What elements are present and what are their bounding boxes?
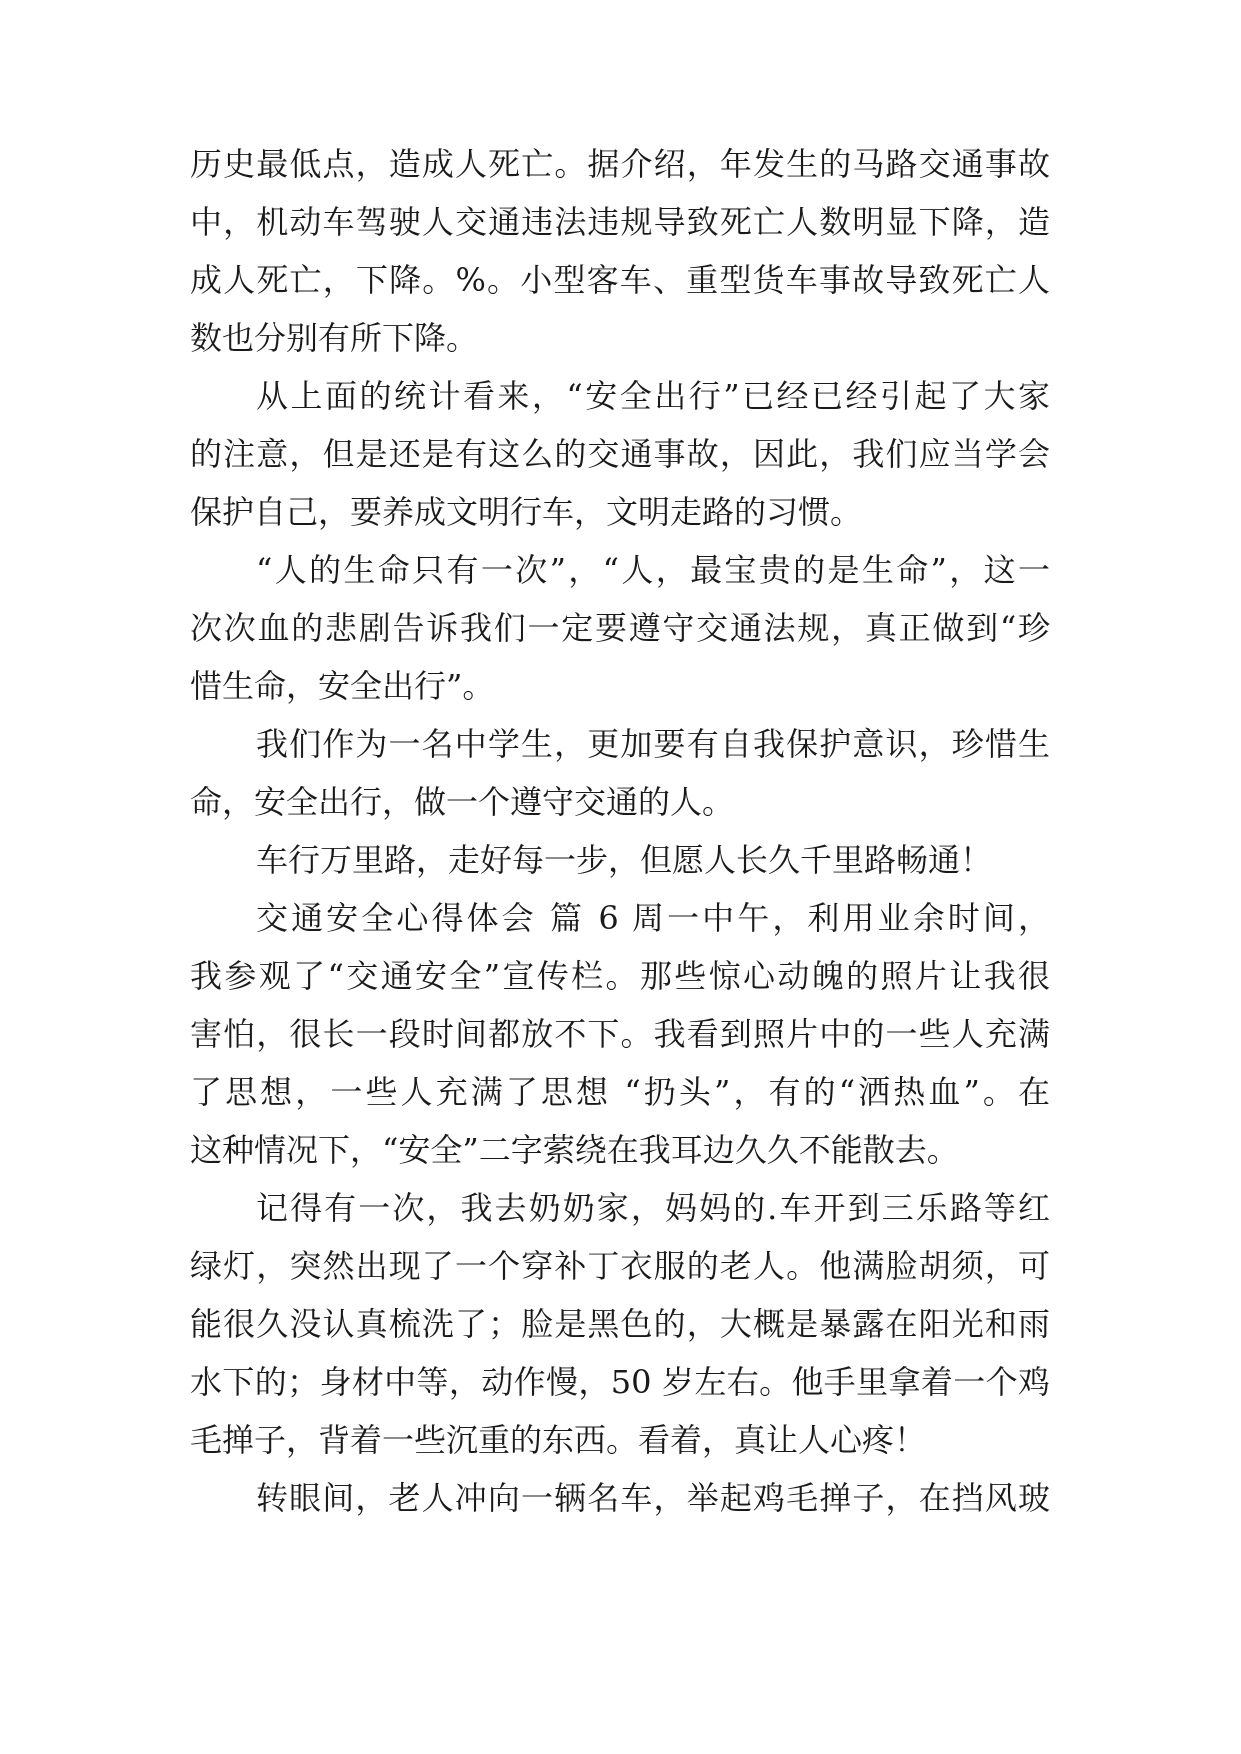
paragraph-first-line: “人的生命只有一次”，“人，最宝贵的是生命”，这一 [256,551,1050,589]
paragraph-first-line: 转眼间，老人冲向一辆名车，举起鸡毛掸子，在挡风玻 [256,1479,1050,1517]
text-line: 这种情况下，“安全”二字萦绕在我耳边久久不能散去。 [190,1131,959,1169]
text-line: 历史最低点，造成人死亡。据介绍，年发生的马路交通事故 [190,145,1050,183]
text-line: 的注意，但是还是有这么的交通事故，因此，我们应当学会 [190,435,1050,473]
text-line: 保护自己，要养成文明行车，文明走路的习惯。 [190,493,863,531]
text-line: 次次血的悲剧告诉我们一定要遵守交通法规，真正做到“珍 [190,609,1050,647]
text-line: 数也分别有所下降。 [190,319,479,357]
text-line: 水下的；身材中等，动作慢，50 岁左右。他手里拿着一个鸡 [190,1363,1050,1401]
section-heading-line: 交通安全心得体会 篇 6 周一中午，利用业余时间， [256,899,1050,937]
text-line: 毛掸子，背着一些沉重的东西。看着，真让人心疼！ [190,1421,927,1459]
text-line: 中，机动车驾驶人交通违法违规导致死亡人数明显下降，造 [190,203,1050,241]
paragraph-first-line: 从上面的统计看来，“安全出行”已经已经引起了大家 [256,377,1050,415]
text-line: 能很久没认真梳洗了；脸是黑色的，大概是暴露在阳光和雨 [190,1305,1050,1343]
text-line: 绿灯，突然出现了一个穿补丁衣服的老人。他满脸胡须，可 [190,1247,1050,1285]
text-line: 害怕，很长一段时间都放不下。我看到照片中的一些人充满 [190,1015,1050,1053]
text-line: 命，安全出行，做一个遵守交通的人。 [190,783,735,821]
paragraph-first-line: 记得有一次，我去奶奶家，妈妈的.车开到三乐路等红 [256,1189,1050,1227]
paragraph-first-line: 车行万里路，走好每一步，但愿人长久千里路畅通！ [256,841,993,879]
text-line: 成人死亡，下降。%。小型客车、重型货车事故导致死亡人 [190,261,1050,299]
paragraph-first-line: 我们作为一名中学生，更加要有自我保护意识，珍惜生 [256,725,1050,763]
text-line: 了思想，一些人充满了思想 “扔头”，有的“洒热血”。在 [190,1073,1050,1111]
text-line: 惜生命，安全出行”。 [190,667,495,705]
text-line: 我参观了“交通安全”宣传栏。那些惊心动魄的照片让我很 [190,957,1050,995]
